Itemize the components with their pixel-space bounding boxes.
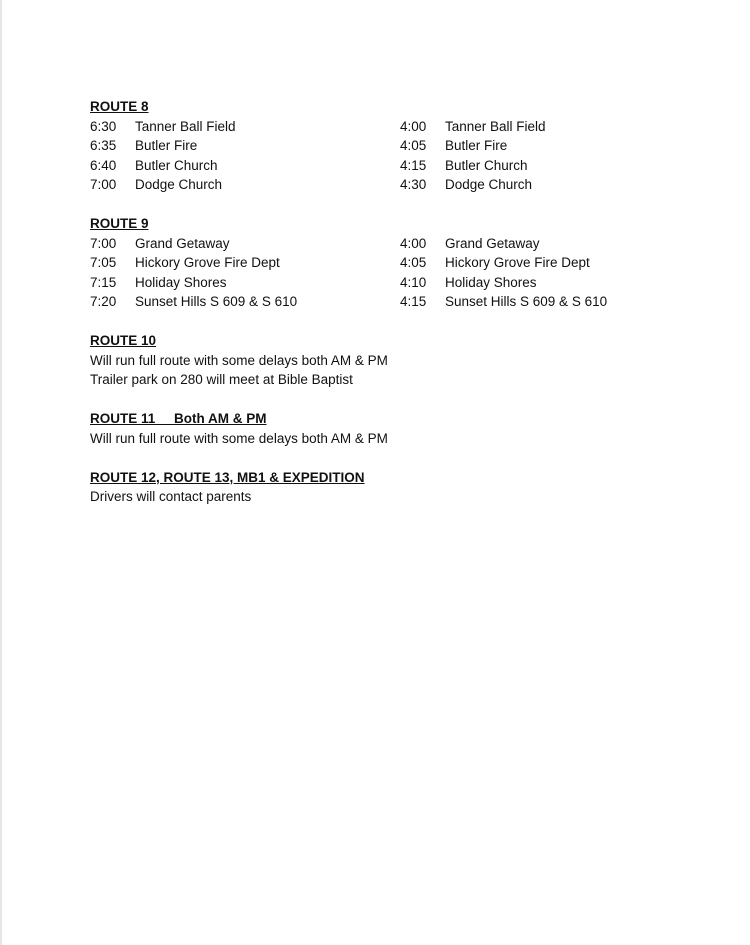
am-time: 7:15 [90, 274, 117, 290]
route-8-stop-row [90, 117, 710, 137]
am-place: Butler Fire [135, 138, 198, 153]
am-time: 6:40 [90, 157, 117, 173]
route-9-stop-row [90, 273, 710, 293]
route-8-stop-row [90, 136, 710, 156]
am-place: Butler Church [135, 157, 218, 173]
route-10-section [90, 331, 710, 390]
am-time: 7:00 [90, 177, 117, 192]
pm-time: 4:00 [400, 118, 427, 134]
page-edge [0, 0, 2, 945]
pm-place: Butler Fire [445, 138, 508, 153]
am-place: Grand Getaway [135, 235, 230, 251]
pm-time: 4:15 [400, 157, 427, 173]
pm-time: 4:05 [400, 255, 427, 270]
pm-time: 4:05 [400, 138, 427, 153]
am-time: 7:05 [90, 255, 117, 270]
route-9-stop-row [90, 292, 710, 312]
pm-place: Butler Church [445, 157, 528, 173]
am-time: 7:00 [90, 235, 117, 251]
route-9-section [90, 214, 710, 312]
route-8-section [90, 97, 710, 195]
am-place: Holiday Shores [135, 274, 227, 290]
route-12-note: Drivers will contact parents [90, 489, 252, 504]
pm-place: Sunset Hills S 609 & S 610 [445, 294, 608, 309]
route-8-heading: ROUTE 8 [90, 99, 149, 114]
route-8-stop-row [90, 175, 710, 195]
route-11-note: Will run full route with some delays both AM & PM [90, 430, 388, 446]
am-place: Dodge Church [135, 177, 223, 192]
am-time: 7:20 [90, 294, 117, 309]
route-12-heading: ROUTE 12, ROUTE 13, MB1 & EXPEDITION [90, 469, 365, 485]
am-time: 6:35 [90, 138, 117, 153]
am-place: Sunset Hills S 609 & S 610 [135, 294, 298, 309]
route-10-heading: ROUTE 10 [90, 333, 157, 348]
route-9-heading: ROUTE 9 [90, 216, 149, 231]
pm-time: 4:30 [400, 177, 427, 192]
pm-place: Holiday Shores [445, 274, 537, 290]
route-10-note: Will run full route with some delays both AM & PM [90, 352, 388, 368]
pm-time: 4:00 [400, 235, 427, 251]
pm-place: Tanner Ball Field [445, 118, 546, 134]
am-place: Tanner Ball Field [135, 118, 236, 134]
route-12-section [90, 468, 710, 507]
am-time: 6:30 [90, 118, 117, 134]
route-9-stop-row [90, 253, 710, 273]
pm-place: Grand Getaway [445, 235, 540, 251]
am-place: Hickory Grove Fire Dept [135, 255, 280, 270]
route-11-section [90, 409, 710, 448]
pm-time: 4:15 [400, 294, 427, 309]
pm-place: Dodge Church [445, 177, 533, 192]
route-11-heading: ROUTE 11 Both AM & PM [90, 411, 267, 426]
route-10-note: Trailer park on 280 will meet at Bible Baptist [90, 372, 353, 387]
document-content [90, 97, 710, 526]
route-8-stop-row [90, 156, 710, 176]
pm-time: 4:10 [400, 274, 427, 290]
pm-place: Hickory Grove Fire Dept [445, 255, 590, 270]
route-9-stop-row [90, 234, 710, 254]
